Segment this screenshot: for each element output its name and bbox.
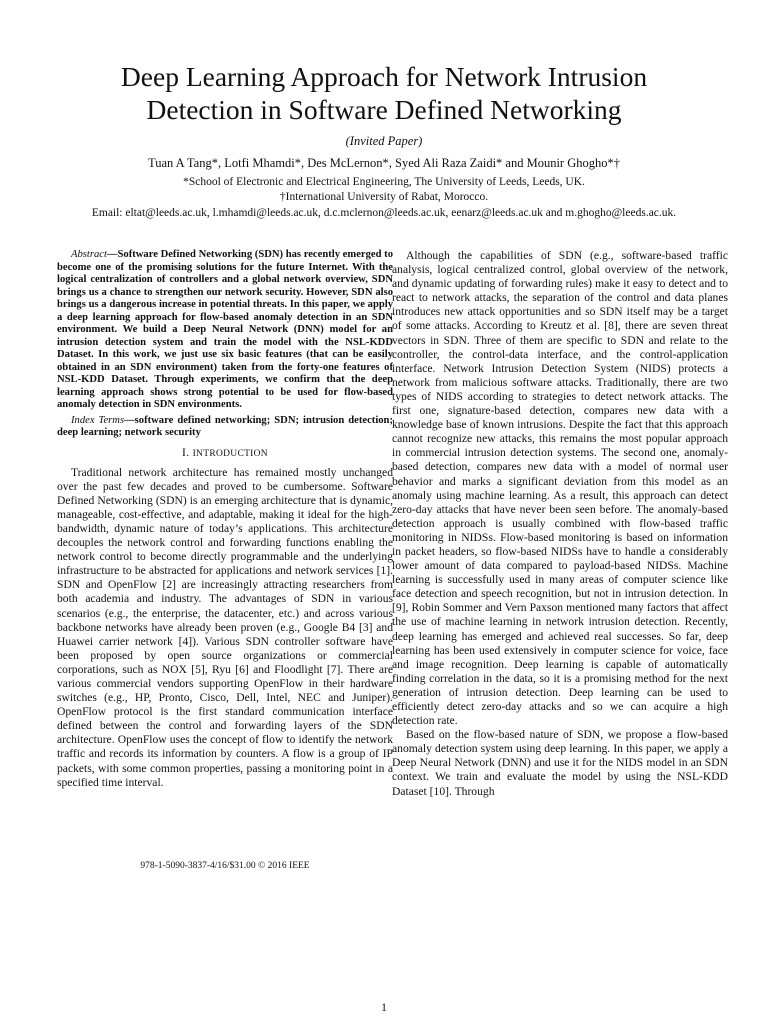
left-column <box>57 249 393 790</box>
abstract-text: —Software Defined Networking (SDN) has recently emerged to become one of the promising solutions for the future Internet. With the logical centralization of controllers and a global network overview, SDN brings us a chance to strengthen our network security. However, SDN also brings us a dangerous increase in potential threats. In this paper, we apply a deep learning approach for flow-based anomaly detection in an SDN environment. We build a Deep Neural Network (DNN) model for an intrusion detection system and train the model with the NSL-KDD Dataset. In this work, we just use six basic features (that can be easily obtained in an SDN environment) taken from the forty-one features of NSL-KDD Dataset. Through experiments, we confirm that the deep learning approach shows strong potential to be used for flow-based anomaly detection in SDN environments. <box>57 249 393 410</box>
index-terms <box>57 415 393 440</box>
section-title: INTRODUCTION <box>192 448 268 459</box>
abstract <box>57 249 393 412</box>
affiliation-leeds: *School of Electronic and Electrical Engineering, The University of Leeds, Leeds, UK. <box>183 176 585 188</box>
index-terms-lead: Index Terms <box>71 414 125 426</box>
paper-title <box>40 60 728 126</box>
section-heading-introduction <box>57 446 393 461</box>
left-paragraph-1: Traditional network architecture has remained mostly unchanged over the past few decades and proved to be cumbersome. Software Defined Networking (SDN) is an emerging architecture that is dynamic, manageable, cost-effective, and adaptable, making it ideal for the high-bandwidth, dynamic nature of today’s applications. This architecture decouples the network control and forwarding functions enabling the network control to become directly programmable and the underlying infrastructure to be abstracted for applications and network services [1]. SDN and OpenFlow [2] are increasingly attracting researchers from both academia and industry. The advantages of SDN in various scenarios (e.g., the enterprise, the datacenter, etc.) and across various backbone networks have already been proven (e.g., Google B4 [3] and Huawei carrier network [4]). Various SDN controller software have been proposed by open source organizations or commercial corporations, such as NOX [5], Ryu [6] and Floodlight [7]. There are various commercial vendors supporting OpenFlow in their hardware switches (e.g., HP, Pronto, Cisco, Dell, Intel, NEC and Juniper). OpenFlow protocol is the first standard communication interface defined between the control and forwarding layers of the SDN architecture. OpenFlow uses the concept of flow to identify the network traffic and records its information by counters. A flow is a group of IP packets, with some common properties, passing a monitoring point in a specified time interval. <box>57 465 393 789</box>
page-number: 1 <box>381 1000 387 1014</box>
author-emails: Email: eltat@leeds.ac.uk, l.mhamdi@leeds.ac.uk, d.c.mclernon@leeds.ac.uk, eenarz@leeds.ac.uk and m.ghogho@leeds.ac.uk. <box>91 207 677 219</box>
affiliation-rabat: †International University of Rabat, Morocco. <box>279 191 489 203</box>
abstract-lead: Abstract <box>71 249 107 260</box>
copyright-notice: 978-1-5090-3837-4/16/$31.00 © 2016 IEEE <box>140 861 310 871</box>
author-list: Tuan A Tang*, Lotfi Mhamdi*, Des McLernon*, Syed Ali Raza Zaidi* and Mounir Ghogho*† <box>148 156 620 170</box>
title-line-1: Deep Learning Approach for Network Intrusion <box>120 61 648 92</box>
right-column <box>392 249 728 799</box>
right-paragraph-2: Based on the flow-based nature of SDN, we propose a flow-based anomaly detection system using deep learning. In this paper, we apply a Deep Neural Network (DNN) and use it for the NIDS model in an SDN context. We train and evaluate the model by using the NSL-KDD Dataset [10]. Through <box>392 728 728 798</box>
right-paragraph-1: Although the capabilities of SDN (e.g., software-based traffic analysis, logical centralized control, global overview of the network, and dynamic updating of forwarding rules) make it easy to detect and to react to network attacks, the separation of the control and data planes introduces new attack opportunities and so SDN itself may be a target of some attacks. According to Kreutz et al. [8], there are seven threat vectors in SDN. Three of them are specific to SDN and relate to the controller, the control-data interface, and the control-application interface. Network Intrusion Detection System (NIDS) protects a network from malicious software attacks. Traditionally, there are two types of NIDS according to strategies to detect network attacks. The first one, signature-based detection, compares new data with a knowledge base of known intrusions. Despite the fact that this approach cannot recognize new attacks, this remains the most popular approach in commercial intrusion detection systems. The second one, anomaly-based detection, compares new data with a model of normal user behavior and marks a significant deviation from this model as an anomaly using machine learning. As a result, this approach can detect zero-day attacks that have never been seen before. The anomaly-based detection approach is usually combined with flow-based traffic monitoring in NIDSs. Flow-based monitoring is based on information in packet headers, so flow-based NIDSs have to handle a considerably lower amount of data compared to payload-based NIDSs. Machine learning is successfully used in many areas of computer science like face detection and speech recognition, but not in intrusion detection. In [9], Robin Sommer and Vern Paxson mentioned many factors that affect the use of machine learning in network intrusion detection. Recently, deep learning has emerged and achieved real successes. So far, deep learning has been used extensively in computer science for voice, face and image recognition. Deep learning is capable of automatically finding correlation in the data, so it is a promising method for the next generation of intrusion detection. Deep learning can be used to efficiently detect zero-day attacks and so we can acquire a high detection rate. <box>392 249 728 728</box>
title-line-2: Detection in Software Defined Networking <box>146 94 622 125</box>
section-number: I. <box>182 445 190 459</box>
invited-paper-note: (Invited Paper) <box>345 134 423 148</box>
index-terms-text: —software defined networking; SDN; intrusion detection; deep learning; network security <box>57 414 393 438</box>
